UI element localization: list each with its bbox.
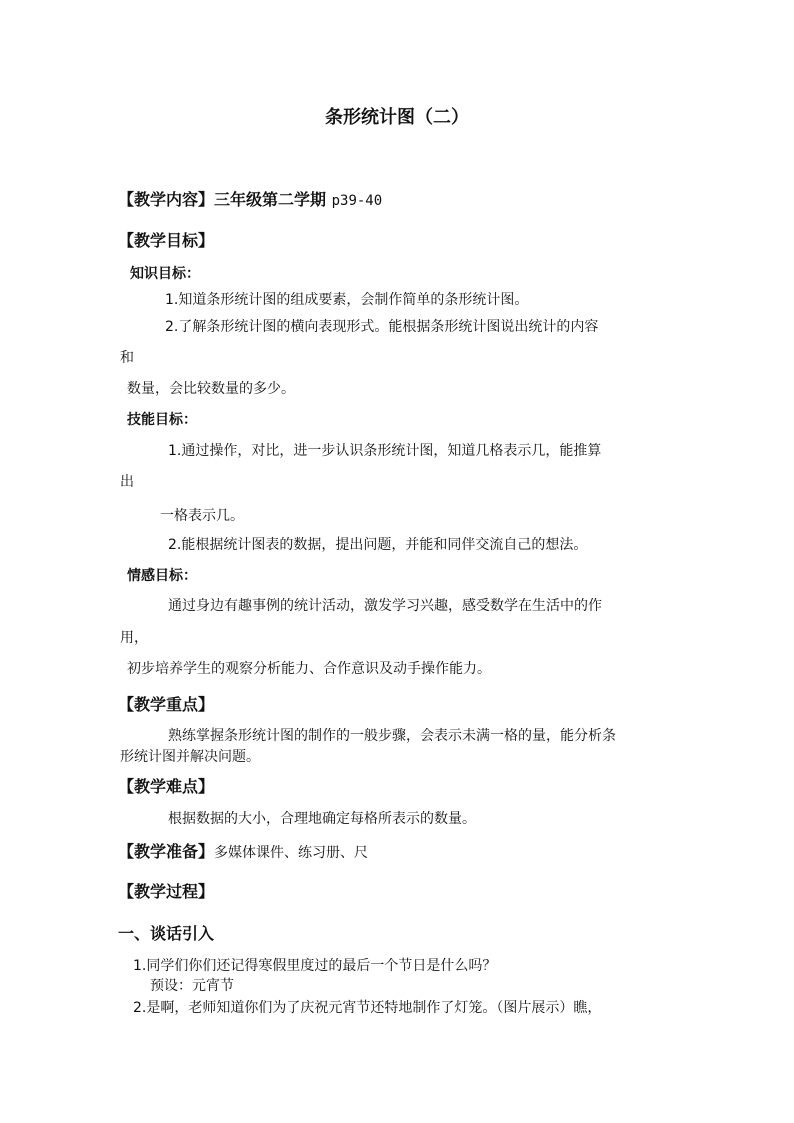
difficulty-text: 根据数据的大小，合理地确定每格所表示的数量。	[168, 811, 476, 827]
teaching-content-pages: p39-40	[331, 193, 383, 209]
knowledge-item-2-line-2: 和	[120, 350, 134, 366]
teaching-content-line	[118, 190, 382, 211]
preset-answer: 预设：元宵节	[150, 978, 234, 994]
emotion-item-line-1: 通过身边有趣事例的统计活动，激发学习兴趣，感受数学在生活中的作	[168, 598, 602, 614]
skill-objective-label: 技能目标：	[127, 412, 197, 428]
question-1: 1.同学们你们还记得寒假里度过的最后一个节日是什么吗？	[133, 958, 497, 974]
focus-heading: 【教学重点】	[118, 695, 215, 714]
focus-text-line-1: 熟练掌握条形统计图的制作的一般步骤，会表示未满一格的量，能分析条	[168, 728, 616, 744]
process-heading: 【教学过程】	[118, 882, 215, 901]
skill-item-2: 2.能根据统计图表的数据，提出问题，并能和同伴交流自己的想法。	[168, 537, 588, 553]
knowledge-item-1: 1.知道条形统计图的组成要素，会制作简单的条形统计图。	[165, 292, 529, 308]
knowledge-item-2-line-1: 2.了解条形统计图的横向表现形式。能根据条形统计图说出统计的内容	[165, 319, 599, 335]
emotion-objective-label: 情感目标：	[127, 568, 197, 584]
difficulty-heading: 【教学难点】	[118, 777, 215, 796]
preparation-label: 【教学准备】	[118, 842, 215, 861]
emotion-item-line-2: 用，	[120, 630, 148, 646]
knowledge-item-2-line-3: 数量，会比较数量的多少。	[127, 381, 295, 397]
emotion-item-line-3: 初步培养学生的观察分析能力、合作意识及动手操作能力。	[127, 661, 491, 677]
question-2: 2.是啊，老师知道你们为了庆祝元宵节还特地制作了灯笼。（图片展示）瞧，	[133, 1000, 602, 1016]
page-title: 条形统计图（二）	[325, 107, 469, 128]
preparation-text: 多媒体课件、练习册、尺	[214, 845, 369, 861]
skill-item-1-line-2: 出	[120, 474, 134, 490]
section-1-heading: 一、谈话引入	[118, 924, 215, 943]
knowledge-objective-label: 知识目标：	[130, 266, 200, 282]
teaching-content-label: 【教学内容】三年级第二学期	[118, 190, 327, 209]
objectives-heading: 【教学目标】	[118, 231, 215, 250]
skill-item-1-line-1: 1.通过操作，对比，进一步认识条形统计图，知道几格表示几，能推算	[168, 443, 602, 459]
skill-item-1-line-3: 一格表示几。	[160, 508, 244, 524]
focus-text-line-2: 形统计图并解决问题。	[120, 749, 260, 765]
preparation-line	[118, 842, 368, 863]
